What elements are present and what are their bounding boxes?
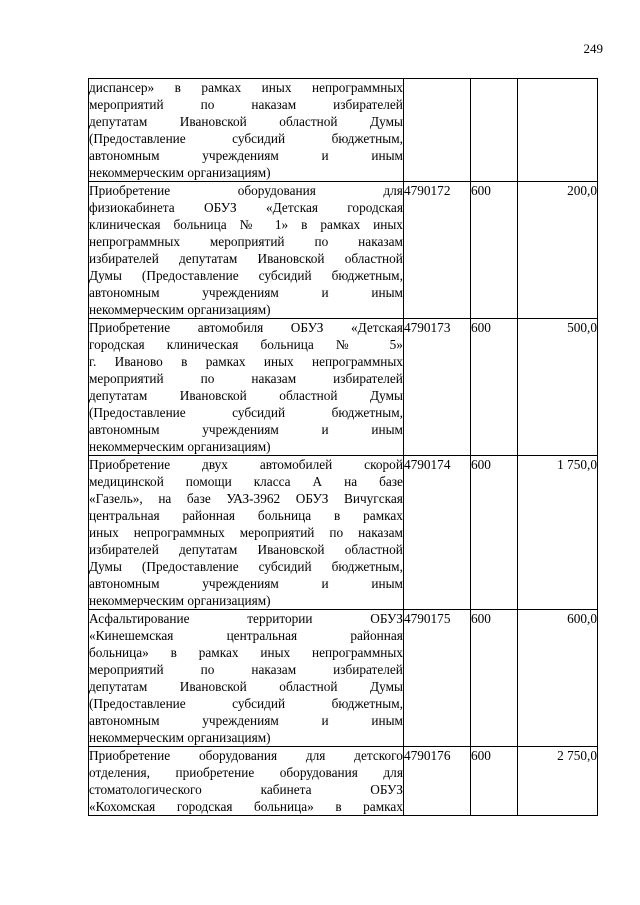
description-line: автономным учреждениям и иным [89,576,403,591]
description-line: стоматологического кабинета ОБУЗ [89,782,403,797]
description-line: «Кинешемская центральная районная [89,628,403,643]
table-row [89,319,598,456]
description-line: депутатам Ивановской областной Думы [89,679,403,694]
row-amount: 600,0 [517,610,597,747]
description-line: некоммерческим организациям) [89,439,271,454]
description-line: «Кохомская городская больница» в рамках [89,799,403,814]
description-line: физиокабинета ОБУЗ «Детская городская [89,200,403,215]
description-line: мероприятий по наказам избирателей [89,371,403,386]
row-expense-type [470,79,517,182]
row-description [89,319,404,456]
description-line: автономным учреждениям и иным [89,148,403,163]
row-expense-type: 600 [470,610,517,747]
description-line: диспансер» в рамках иных непрограммных [89,80,403,95]
row-amount: 1 750,0 [517,456,597,610]
row-expense-type: 600 [470,319,517,456]
row-code: 4790176 [403,747,470,816]
description-line: Асфальтирование территории ОБУЗ [89,611,403,626]
description-line: мероприятий по наказам избирателей [89,662,403,677]
description-line: некоммерческим организациям) [89,165,271,180]
description-line: Думы (Предоставление субсидий бюджетным, [89,268,403,283]
row-description [89,182,404,319]
page-number: 249 [583,41,603,56]
description-line: автономным учреждениям и иным [89,713,403,728]
table-row [89,182,598,319]
table-row [89,610,598,747]
row-amount: 200,0 [517,182,597,319]
description-line: избирателей депутатам Ивановской областной [89,251,403,266]
description-line: автономным учреждениям и иным [89,285,403,300]
row-code [403,79,470,182]
table-row [89,79,598,182]
row-code: 4790174 [403,456,470,610]
row-amount: 2 750,0 [517,747,597,816]
row-expense-type: 600 [470,456,517,610]
row-code: 4790172 [403,182,470,319]
description-line: непрограммных мероприятий по наказам [89,234,403,249]
description-line: клиническая больница № 1» в рамках иных [89,217,403,232]
description-line: некоммерческим организациям) [89,593,271,608]
description-line: отделения, приобретение оборудования для [89,765,403,780]
description-line: городская клиническая больница № 5» [89,337,403,352]
row-description [89,610,404,747]
row-amount [517,79,597,182]
row-description [89,79,404,182]
description-line: (Предоставление субсидий бюджетным, [89,696,403,711]
description-line: (Предоставление субсидий бюджетным, [89,131,403,146]
description-line: депутатам Ивановской областной Думы [89,114,403,129]
description-line: Приобретение автомобиля ОБУЗ «Детская [89,320,403,335]
description-line: избирателей депутатам Ивановской областной [89,542,403,557]
description-line: некоммерческим организациям) [89,302,271,317]
description-line: «Газель», на базе УАЗ-3962 ОБУЗ Вичугская [89,491,403,506]
description-line: некоммерческим организациям) [89,730,271,745]
description-line: иных непрограммных мероприятий по наказам [89,525,403,540]
row-code: 4790175 [403,610,470,747]
description-line: Думы (Предоставление субсидий бюджетным, [89,559,403,574]
description-line: мероприятий по наказам избирателей [89,97,403,112]
description-line: Приобретение двух автомобилей скорой [89,457,403,472]
description-line: г. Иваново в рамках иных непрограммных [89,354,403,369]
table-row [89,747,598,816]
description-line: больница» в рамках иных непрограммных [89,645,403,660]
row-description [89,747,404,816]
row-expense-type: 600 [470,182,517,319]
budget-table [88,78,598,816]
description-line: центральная районная больница в рамках [89,508,403,523]
row-code: 4790173 [403,319,470,456]
description-line: автономным учреждениям и иным [89,422,403,437]
description-line: Приобретение оборудования для [89,183,403,198]
description-line: (Предоставление субсидий бюджетным, [89,405,403,420]
description-line: медицинской помощи класса А на базе [89,474,403,489]
table-row [89,456,598,610]
description-line: Приобретение оборудования для детского [89,748,403,763]
row-amount: 500,0 [517,319,597,456]
description-line: депутатам Ивановской областной Думы [89,388,403,403]
row-description [89,456,404,610]
row-expense-type: 600 [470,747,517,816]
